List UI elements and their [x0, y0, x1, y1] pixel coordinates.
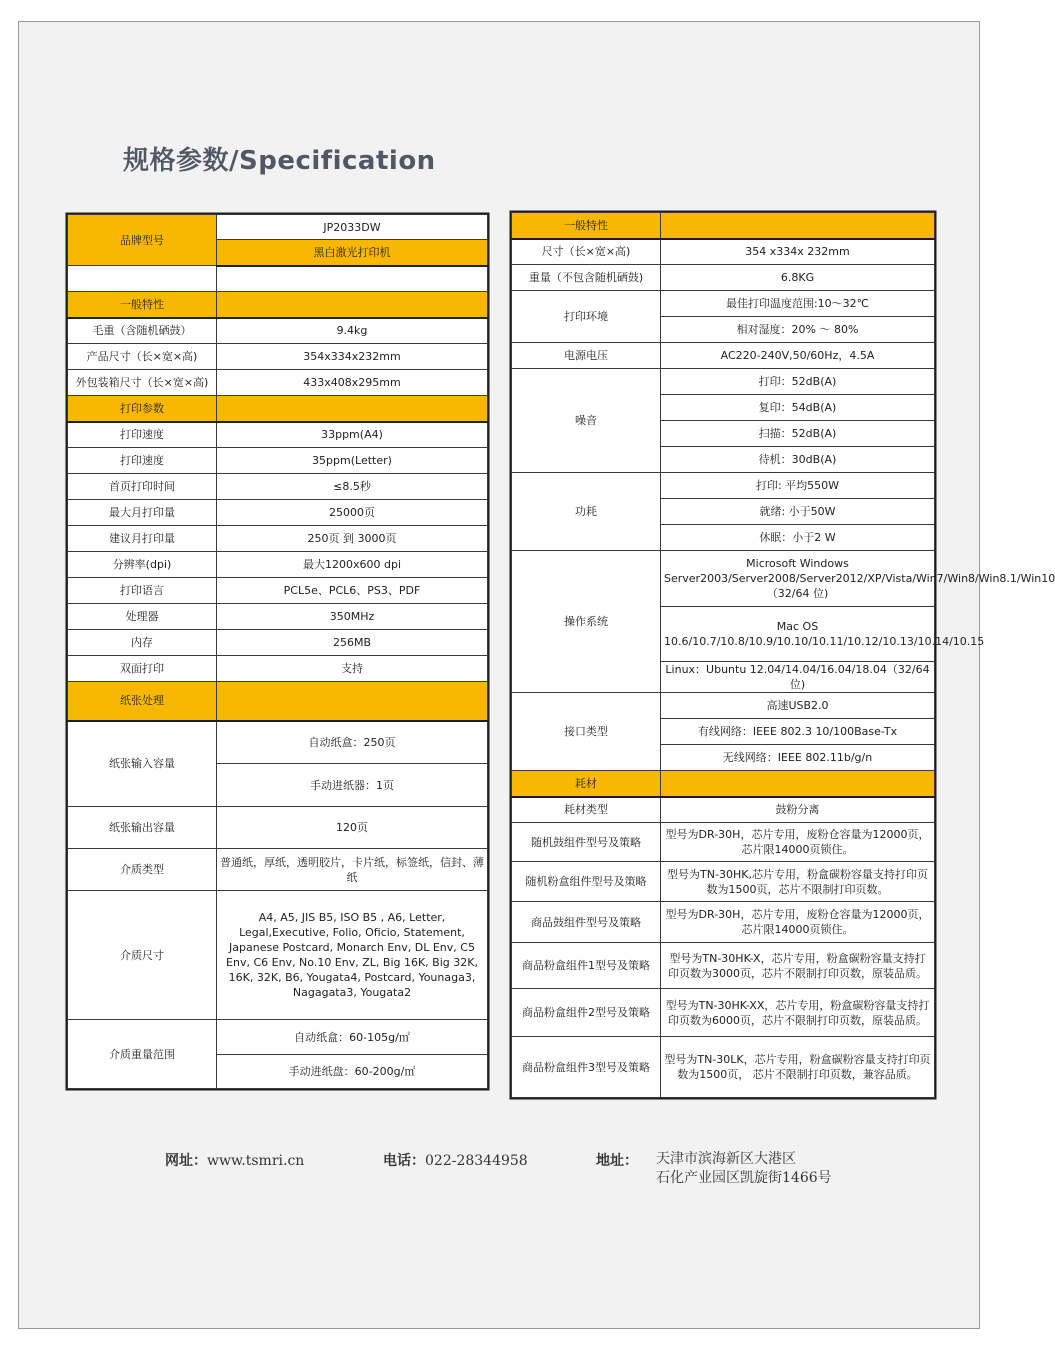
- media-weight-auto: 自动纸盒：60-105g/㎡: [217, 1020, 488, 1055]
- noise-print: 打印：52dB(A): [661, 369, 935, 395]
- general-header: 一般特性: [68, 292, 217, 318]
- model-value: JP2033DW: [217, 215, 488, 240]
- r-size-value: 354 x334x 232mm: [661, 239, 935, 265]
- interface-wireless: 无线网络：IEEE 802.11b/g/n: [661, 745, 935, 771]
- rec-month-label: 建议月打印量: [68, 526, 217, 552]
- toner-random-value: 型号为TN-30HK,芯片专用，粉盒碳粉容量支持打印页数为1500页，芯片不限制打印页数。: [661, 862, 935, 902]
- r-general-header-fill: [661, 213, 935, 239]
- drum-retail-label: 商品鼓组件型号及策略: [512, 902, 661, 943]
- max-month-label: 最大月打印量: [68, 500, 217, 526]
- drum-random-value: 型号为DR-30H，芯片专用，废粉仓容量为12000页，芯片限14000页锁住。: [661, 823, 935, 862]
- power-value: AC220-240V,50/60Hz，4.5A: [661, 343, 935, 369]
- media-size-label: 介质尺寸: [68, 891, 217, 1020]
- pack-value: 433x408x295mm: [217, 370, 488, 396]
- noise-standby: 待机：30dB(A): [661, 447, 935, 473]
- print-header-fill: [217, 396, 488, 422]
- cons-type-value: 鼓粉分离: [661, 797, 935, 823]
- consumables-header-fill: [661, 771, 935, 797]
- right-spec-table: [511, 212, 1055, 1098]
- output-value: 120页: [217, 807, 488, 849]
- media-weight-label: 介质重量范围: [68, 1020, 217, 1089]
- weight-label: 毛重（含随机硒鼓）: [68, 318, 217, 344]
- input-label: 纸张输入容量: [68, 721, 217, 807]
- rec-month-value: 250页 到 3000页: [217, 526, 488, 552]
- consumables-header: 耗材: [512, 771, 661, 797]
- website-link[interactable]: www.tsmri.cn: [207, 1153, 305, 1169]
- noise-scan: 扫描：52dB(A): [661, 421, 935, 447]
- media-type-label: 介质类型: [68, 849, 217, 891]
- interface-usb: 高速USB2.0: [661, 693, 935, 719]
- resolution-value: 最大1200x600 dpi: [217, 552, 488, 578]
- noise-label: 噪音: [512, 369, 661, 473]
- duplex-value: 支持: [217, 656, 488, 682]
- speed-letter-label: 打印速度: [68, 448, 217, 474]
- os-linux: Linux：Ubuntu 12.04/14.04/16.04/18.04（32/64 位): [661, 662, 935, 693]
- toner1-label: 商品粉盒组件1型号及策略: [512, 943, 661, 989]
- memory-label: 内存: [68, 630, 217, 656]
- language-value: PCL5e、PCL6、PS3、PDF: [217, 578, 488, 604]
- interface-wired: 有线网络：IEEE 802.3 10/100Base-Tx: [661, 719, 935, 745]
- drum-random-label: 随机鼓组件型号及策略: [512, 823, 661, 862]
- duplex-label: 双面打印: [68, 656, 217, 682]
- language-label: 打印语言: [68, 578, 217, 604]
- os-mac: Mac OS 10.6/10.7/10.8/10.9/10.10/10.11/10.12/10.13/10.14/10.15: [661, 607, 935, 662]
- power-label: 电源电压: [512, 343, 661, 369]
- noise-copy: 复印：54dB(A): [661, 395, 935, 421]
- address-line1: 天津市滨海新区大港区: [656, 1151, 796, 1167]
- model-type: 黑白激光打印机: [217, 240, 488, 266]
- first-page-label: 首页打印时间: [68, 474, 217, 500]
- media-type-value: 普通纸，厚纸，透明胶片，卡片纸，标签纸，信封、薄纸: [217, 849, 488, 891]
- page-title: 规格参数/Specification: [123, 146, 436, 176]
- media-weight-manual: 手动进纸盘：60-200g/㎡: [217, 1055, 488, 1089]
- cons-type-label: 耗材类型: [512, 797, 661, 823]
- interface-label: 接口类型: [512, 693, 661, 771]
- os-windows: Microsoft Windows Server2003/Server2008/Server2012/XP/Vista/Win7/Win8/Win8.1/Win10（32/64 位): [661, 551, 935, 607]
- footer-address: [596, 1150, 638, 1170]
- speed-letter-value: 35ppm(Letter): [217, 448, 488, 474]
- cpu-label: 处理器: [68, 604, 217, 630]
- r-size-label: 尺寸（长×宽×高): [512, 239, 661, 265]
- speed-a4-value: 33ppm(A4): [217, 422, 488, 448]
- toner2-label: 商品粉盒组件2型号及策略: [512, 989, 661, 1037]
- env-temp: 最佳打印温度范围:10～32℃: [661, 291, 935, 317]
- media-size-value: A4, A5, JIS B5, ISO B5 , A6, Letter, Legal,Executive, Folio, Oficio, Statement, Japanese Postcard, Monarch Env, DL Env, C5 Env, C6 Env, No.10 Env, ZL, Big 16K, Big 32K, 16K, 32K, B6, Yougata4, Postcard, Younaga3, Nagagata3, Yougata2: [217, 891, 488, 1020]
- size-value: 354x334x232mm: [217, 344, 488, 370]
- memory-value: 256MB: [217, 630, 488, 656]
- paper-header: 纸张处理: [68, 682, 217, 721]
- website-label: 网址：: [165, 1153, 207, 1169]
- weight-value: 9.4kg: [217, 318, 488, 344]
- general-header-fill: [217, 292, 488, 318]
- size-label: 产品尺寸（长×宽×高): [68, 344, 217, 370]
- footer-website: [165, 1150, 304, 1170]
- toner1-value: 型号为TN-30HK-X，芯片专用，粉盒碳粉容量支持打印页数为3000页，芯片不限制打印页数，原装品质。: [661, 943, 935, 989]
- consumption-ready: 就绪: 小于50W: [661, 499, 935, 525]
- speed-a4-label: 打印速度: [68, 422, 217, 448]
- pack-label: 外包装箱尺寸（长×宽×高): [68, 370, 217, 396]
- address-block: [656, 1150, 832, 1188]
- toner2-value: 型号为TN-30HK-XX，芯片专用，粉盒碳粉容量支持打印页数为6000页，芯片不限制打印页数，原装品质。: [661, 989, 935, 1037]
- footer-phone: [383, 1150, 528, 1170]
- toner-random-label: 随机粉盒组件型号及策略: [512, 862, 661, 902]
- env-humidity: 相对湿度：20% ～ 80%: [661, 317, 935, 343]
- consumption-sleep: 休眠：小于2 W: [661, 525, 935, 551]
- r-weight-value: 6.8KG: [661, 265, 935, 291]
- first-page-value: ≤8.5秒: [217, 474, 488, 500]
- input-auto: 自动纸盒：250页: [217, 721, 488, 764]
- max-month-value: 25000页: [217, 500, 488, 526]
- consumption-label: 功耗: [512, 473, 661, 551]
- r-general-header: 一般特性: [512, 213, 661, 239]
- drum-retail-value: 型号为DR-30H，芯片专用，废粉仓容量为12000页，芯片限14000页锁住。: [661, 902, 935, 943]
- empty-cell: [217, 266, 488, 292]
- left-spec-table: [67, 214, 488, 1089]
- os-label: 操作系统: [512, 551, 661, 693]
- env-label: 打印环境: [512, 291, 661, 343]
- phone-number: 022-28344958: [425, 1153, 528, 1169]
- r-weight-label: 重量（不包含随机硒鼓): [512, 265, 661, 291]
- model-label: 品牌型号: [68, 215, 217, 266]
- output-label: 纸张输出容量: [68, 807, 217, 849]
- print-header: 打印参数: [68, 396, 217, 422]
- paper-header-fill: [217, 682, 488, 721]
- consumption-print: 打印: 平均550W: [661, 473, 935, 499]
- input-manual: 手动进纸器：1页: [217, 764, 488, 807]
- empty-cell: [68, 266, 217, 292]
- address-label: 地址：: [596, 1153, 638, 1169]
- cpu-value: 350MHz: [217, 604, 488, 630]
- phone-label: 电话：: [383, 1153, 425, 1169]
- toner3-value: 型号为TN-30LK，芯片专用，粉盒碳粉容量支持打印页数为1500页， 芯片不限制打印页数，兼容品质。: [661, 1037, 935, 1098]
- resolution-label: 分辨率(dpi): [68, 552, 217, 578]
- toner3-label: 商品粉盒组件3型号及策略: [512, 1037, 661, 1098]
- address-line2: 石化产业园区凯旋街1466号: [656, 1170, 832, 1186]
